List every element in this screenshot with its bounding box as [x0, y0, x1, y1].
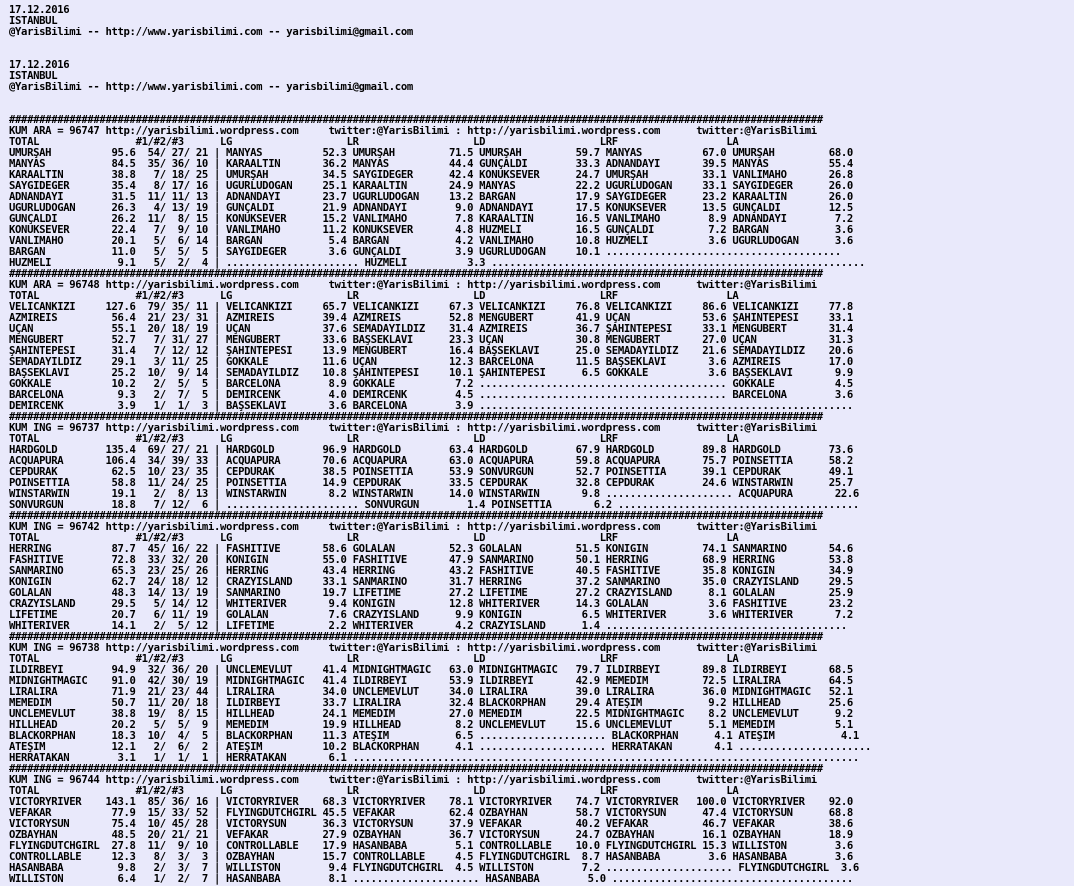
report-header	[9, 5, 1074, 38]
race-row: FASHITIVE 72.8 33/ 32/ 20 | KONIGIN 55.0 FASHITIVE 47.9 SANMARINO 50.1 HERRING 68.9 HERRING 53.8	[9, 555, 853, 566]
race-row: BAŞSEKLAVİ 25.2 10/ 9/ 14 | SEMADAYILDIZ 10.8 ŞAHİNTEPESİ 10.1 ŞAHİNTEPESİ 6.5 GÖKKALE 3.6 BAŞSEKLAVİ 9.9	[9, 368, 853, 379]
race-row: OZBAYHAN 48.5 20/ 21/ 21 | VEFAKAR 27.9 OZBAYHAN 36.7 VICTORYSUN 24.7 OZBAYHAN 16.1 OZBAYHAN 18.9	[9, 830, 853, 841]
race-row: GÖKKALE 10.2 2/ 5/ 5 | BARCELONA 8.9 GÖKKALE 7.2 ......................................... GÖKKALE 4.5	[9, 379, 853, 390]
race-section	[9, 412, 1074, 511]
race-row: KONIGIN 62.7 24/ 18/ 12 | CRAZYISLAND 33.1 SANMARINO 31.7 HERRING 37.2 SANMARINO 35.0 CRAZYISLAND 29.5	[9, 577, 853, 588]
race-row: MEMEDİM 50.7 11/ 20/ 18 | ILDIRBEYI 33.7 LIRALİRA 32.4 BLACKORPHAN 29.4 ATEŞİM 9.2 HILLHEAD 25.6	[9, 698, 853, 709]
race-row: MANYAS 84.5 35/ 36/ 10 | KARAALTIN 36.2 MANYAS 44.4 GUNÇALDI 33.3 ADNANDAYI 39.5 MANYAS 55.4	[9, 159, 853, 170]
race-row: VICTORYRIVER 143.1 85/ 36/ 16 | VICTORYRIVER 68.3 VICTORYRIVER 78.1 VICTORYRIVER 74.7 VICTORYRIVER 100.0 VICTORYRIVER 92.0	[9, 797, 853, 808]
header-city: ISTANBUL	[9, 71, 58, 82]
header-contact: @YarisBilimi -- http://www.yarisbilimi.com -- yarisbilimi@gmail.com	[9, 82, 413, 93]
header-contact: @YarisBilimi -- http://www.yarisbilimi.com -- yarisbilimi@gmail.com	[9, 27, 413, 38]
race-row: KARAALTIN 38.8 7/ 18/ 25 | UMURŞAH 34.5 SAYGIDEĞER 42.4 KONUKSEVER 24.7 UMURŞAH 33.1 VANLIMAHO 26.8	[9, 170, 853, 181]
race-title-line: KUM ARA = 96748 http://yarisbilimi.wordpress.com twitter:@YarisBilimi : http://yarisbilimi.wordpress.com twitter:@YarisBilimi	[9, 280, 817, 291]
race-section	[9, 764, 1074, 885]
report-header-repeat	[9, 60, 1074, 93]
race-row: ACQUAPURA 106.4 34/ 39/ 33 | ACQUAPURA 70.6 ACQUAPURA 63.0 ACQUAPURA 59.8 ACQUAPURA 75.7 POINSETTIA 58.2	[9, 456, 853, 467]
column-header-line: TOTAL #1/#2/#3 LG LR LD LRF LA	[9, 291, 739, 302]
race-row: KONUKSEVER 22.4 7/ 9/ 10 | VANLIMAHO 11.2 KONUKSEVER 4.8 HUZMELİ 16.5 GUNÇALDI 7.2 BARGAN 3.6	[9, 225, 853, 236]
separator-line: #######################################################################################################################################	[9, 511, 823, 522]
race-title-line: KUM ING = 96737 http://yarisbilimi.wordpress.com twitter:@YarisBilimi : http://yarisbilimi.wordpress.com twitter:@YarisBilimi	[9, 423, 817, 434]
race-row: SONVURGUN 18.8 7/ 12/ 6 | ...................... SONVURGUN 1.4 POINSETTIA 6.2 ........................................	[9, 500, 859, 511]
header-date: 17.12.2016	[9, 60, 70, 71]
race-section	[9, 115, 1074, 269]
column-header-line: TOTAL #1/#2/#3 LG LR LD LRF LA	[9, 533, 739, 544]
race-row: VANLIMAHO 20.1 5/ 6/ 14 | BARGAN 5.4 BARGAN 4.2 VANLIMAHO 10.8 HUZMELİ 3.6 UĞURLUDOĞAN 3.6	[9, 236, 853, 247]
race-row: FLYINGDUTCHGIRL 27.8 11/ 9/ 10 | CONTROLLABLE 17.9 HASANBABA 5.1 CONTROLLABLE 10.0 FLYINGDUTCHGIRL 15.3 WILLISTON 3.6	[9, 841, 853, 852]
race-row: AZMIREIS 56.4 21/ 23/ 31 | AZMIREIS 39.4 AZMIREIS 52.8 MENGÜBERT 41.9 UÇAN 53.6 ŞAHİNTEPESİ 33.1	[9, 313, 853, 324]
separator-line: #######################################################################################################################################	[9, 115, 823, 126]
header-city: ISTANBUL	[9, 16, 58, 27]
race-row: HILLHEAD 20.2 5/ 5/ 9 | MEMEDİM 19.9 HILLHEAD 8.2 UNCLEMEVLÜT 15.6 UNCLEMEVLÜT 5.1 MEMEDİM 5.1	[9, 720, 853, 731]
race-row: SAYGIDEĞER 35.4 8/ 17/ 16 | UĞURLUDOĞAN 25.1 KARAALTIN 24.9 MANYAS 22.2 UĞURLUDOĞAN 33.1 SAYGIDEĞER 26.0	[9, 181, 853, 192]
separator-line: #######################################################################################################################################	[9, 764, 823, 775]
race-row: SANMARINO 65.3 23/ 25/ 26 | HERRING 43.4 HERRING 43.2 FASHITIVE 40.5 FASHITIVE 35.8 KONIGIN 34.9	[9, 566, 853, 577]
race-row: ADNANDAYI 31.5 11/ 11/ 13 | ADNANDAYI 23.7 UĞURLUDOĞAN 13.2 BARGAN 17.9 SAYGIDEĞER 23.2 KARAALTIN 26.0	[9, 192, 853, 203]
race-row: MIDNIGHTMAGIC 91.0 42/ 30/ 19 | MIDNIGHTMAGIC 41.4 ILDIRBEYI 53.9 ILDIRBEYI 42.9 MEMEDİM 72.5 LIRALİRA 64.5	[9, 676, 853, 687]
race-row: BARGAN 11.0 5/ 5/ 5 | SAYGIDEĞER 3.6 GUNÇALDI 3.9 UĞURLUDOĞAN 10.1 .......................................	[9, 247, 841, 258]
race-row: UMURŞAH 95.6 54/ 27/ 21 | MANYAS 52.3 UMURŞAH 71.5 UMURŞAH 59.7 MANYAS 67.0 UMURŞAH 68.0	[9, 148, 853, 159]
race-row: LIRALİRA 71.9 21/ 23/ 44 | LIRALİRA 34.0 UNCLEMEVLÜT 34.0 LIRALİRA 39.0 LIRALİRA 36.0 MIDNIGHTMAGIC 52.1	[9, 687, 853, 698]
race-row: ŞAHİNTEPESİ 31.4 7/ 12/ 12 | ŞAHİNTEPESİ 13.9 MENGÜBERT 16.4 BAŞSEKLAVİ 25.0 SEMADAYILDIZ 21.6 SEMADAYILDIZ 20.6	[9, 346, 853, 357]
race-row: WHITERIVER 14.1 2/ 5/ 12 | LIFETIME 2.2 WHITERIVER 4.2 CRAZYISLAND 1.4 ........................................	[9, 621, 847, 632]
blank-line	[9, 49, 1074, 60]
blank-line	[9, 104, 1074, 115]
race-row: HERRATAKAN 3.1 1/ 1/ 1 | HERRATAKAN 6.1 ....................................................................................	[9, 753, 859, 764]
race-sections	[9, 115, 1074, 885]
race-row: HARDGOLD 135.4 69/ 27/ 21 | HARDGOLD 96.9 HARDGOLD 63.4 HARDGOLD 67.9 HARDGOLD 89.8 HARDGOLD 73.6	[9, 445, 853, 456]
column-header-line: TOTAL #1/#2/#3 LG LR LD LRF LA	[9, 654, 739, 665]
race-row: POINSETTIA 58.8 11/ 24/ 25 | POINSETTIA 14.9 CEPDURAK 33.5 CEPDURAK 32.8 CEPDURAK 24.6 WINSTARWIN 25.7	[9, 478, 853, 489]
blank-line	[9, 38, 1074, 49]
race-row: CEPDURAK 62.5 10/ 23/ 35 | CEPDURAK 38.5 POINSETTIA 53.9 SONVURGUN 52.7 POINSETTIA 39.1 CEPDURAK 49.1	[9, 467, 853, 478]
race-row: DEMİRCENK 3.9 1/ 1/ 3 | BAŞSEKLAVİ 3.6 BARCELONA 3.9 ..............................................................	[9, 401, 853, 412]
race-row: UNCLEMEVLÜT 38.8 19/ 8/ 15 | HILLHEAD 24.1 MEMEDİM 27.0 MEMEDİM 22.5 MIDNIGHTMAGIC 8.2 UNCLEMEVLÜT 9.2	[9, 709, 853, 720]
race-title-line: KUM ING = 96738 http://yarisbilimi.wordpress.com twitter:@YarisBilimi : http://yarisbilimi.wordpress.com twitter:@YarisBilimi	[9, 643, 817, 654]
race-row: VEFAKAR 77.9 15/ 33/ 52 | FLYINGDUTCHGIRL 45.5 VEFAKAR 62.4 OZBAYHAN 58.7 VICTORYSUN 47.4 VICTORYSUN 68.8	[9, 808, 853, 819]
race-row: HUZMELİ 9.1 5/ 2/ 4 | ...................... HUZMELİ 3.3 ..............................................................	[9, 258, 865, 269]
race-row: MENGÜBERT 52.7 7/ 31/ 27 | MENGÜBERT 33.6 BAŞSEKLAVİ 23.3 UÇAN 30.8 MENGÜBERT 27.0 UÇAN 31.3	[9, 335, 853, 346]
column-header-line: TOTAL #1/#2/#3 LG LR LD LRF LA	[9, 137, 739, 148]
separator-line: #######################################################################################################################################	[9, 632, 823, 643]
race-row: BLACKORPHAN 18.3 10/ 4/ 5 | BLACKORPHAN 11.3 ATEŞİM 6.5 ..................... BLACKORPHAN 4.1 ATEŞİM 4.1	[9, 731, 859, 742]
separator-line: #######################################################################################################################################	[9, 269, 823, 280]
race-row: LIFETIME 20.7 6/ 11/ 19 | GOLALAN 7.6 CRAZYISLAND 9.9 KONIGIN 6.5 WHITERIVER 3.6 WHITERIVER 7.2	[9, 610, 853, 621]
column-header-line: TOTAL #1/#2/#3 LG LR LD LRF LA	[9, 434, 739, 445]
race-row: ATEŞİM 12.1 2/ 6/ 2 | ATEŞİM 10.2 BLACKORPHAN 4.1 ..................... HERRATAKAN 4.1 ......................	[9, 742, 872, 753]
race-section	[9, 511, 1074, 632]
race-row: HASANBABA 9.8 2/ 3/ 7 | WILLISTON 9.4 FLYINGDUTCHGIRL 4.5 WILLISTON 7.2 ..................... FLYINGDUTCHGIRL 3.6	[9, 863, 859, 874]
race-row: SEMADAYILDIZ 29.1 3/ 11/ 25 | GÖKKALE 11.6 UÇAN 12.3 BARCELONA 11.5 BAŞSEKLAVİ 3.6 AZMIREIS 17.0	[9, 357, 853, 368]
race-title-line: KUM ING = 96742 http://yarisbilimi.wordpress.com twitter:@YarisBilimi : http://yarisbilimi.wordpress.com twitter:@YarisBilimi	[9, 522, 817, 533]
race-row: UÇAN 55.1 20/ 18/ 19 | UÇAN 37.6 SEMADAYILDIZ 31.4 AZMIREIS 36.7 ŞAHİNTEPESİ 33.1 MENGÜBERT 31.4	[9, 324, 853, 335]
race-row: CONTROLLABLE 12.3 8/ 3/ 3 | OZBAYHAN 15.7 CONTROLLABLE 4.5 FLYINGDUTCHGIRL 8.7 HASANBABA 3.6 HASANBABA 3.6	[9, 852, 853, 863]
separator-line: #######################################################################################################################################	[9, 412, 823, 423]
race-row: GOLALAN 48.3 14/ 13/ 19 | SANMARINO 19.7 LIFETIME 27.2 LIFETIME 27.2 CRAZYISLAND 8.1 GOLALAN 25.9	[9, 588, 853, 599]
race-row: WILLISTON 6.4 1/ 2/ 7 | HASANBABA 8.1 ..................... HASANBABA 5.0 ........................................	[9, 874, 853, 885]
race-section	[9, 632, 1074, 764]
race-section	[9, 269, 1074, 412]
race-title-line: KUM ING = 96744 http://yarisbilimi.wordpress.com twitter:@YarisBilimi : http://yarisbilimi.wordpress.com twitter:@YarisBilimi	[9, 775, 817, 786]
race-row: ILDIRBEYI 94.9 32/ 36/ 20 | UNCLEMEVLÜT 41.4 MIDNIGHTMAGIC 63.0 MIDNIGHTMAGIC 79.7 ILDIRBEYI 89.8 ILDIRBEYI 68.5	[9, 665, 853, 676]
race-row: UĞURLUDOĞAN 26.3 4/ 13/ 19 | GUNÇALDI 21.9 ADNANDAYI 9.0 ADNANDAYI 17.5 KONUKSEVER 13.5 GUNÇALDI 12.5	[9, 203, 853, 214]
race-row: VICTORYSUN 75.4 10/ 45/ 28 | VICTORYSUN 36.3 VICTORYSUN 37.9 VEFAKAR 40.2 VEFAKAR 46.7 VEFAKAR 38.6	[9, 819, 853, 830]
race-row: WINSTARWIN 19.1 2/ 8/ 13 | WINSTARWIN 8.2 WINSTARWIN 14.0 WINSTARWIN 9.8 ..................... ACQUAPURA 22.6	[9, 489, 859, 500]
race-row: HERRING 87.7 45/ 16/ 22 | FASHITIVE 58.6 GOLALAN 52.3 GOLALAN 51.5 KONIGIN 74.1 SANMARINO 54.6	[9, 544, 853, 555]
column-header-line: TOTAL #1/#2/#3 LG LR LD LRF LA	[9, 786, 739, 797]
race-row: VELİCANKIZI 127.6 79/ 35/ 11 | VELİCANKIZI 65.7 VELİCANKIZI 67.3 VELİCANKIZI 76.8 VELİCANKIZI 86.6 VELİCANKIZI 77.8	[9, 302, 853, 313]
race-row: GUNÇALDI 26.2 11/ 8/ 15 | KONUKSEVER 15.2 VANLIMAHO 7.8 KARAALTIN 16.5 VANLIMAHO 8.9 ADNANDAYI 7.2	[9, 214, 853, 225]
blank-line	[9, 93, 1074, 104]
header-date: 17.12.2016	[9, 5, 70, 16]
race-title-line: KUM ARA = 96747 http://yarisbilimi.wordpress.com twitter:@YarisBilimi : http://yarisbilimi.wordpress.com twitter:@YarisBilimi	[9, 126, 817, 137]
race-row: BARCELONA 9.3 2/ 7/ 5 | DEMİRCENK 4.0 DEMİRCENK 4.5 ......................................... BARCELONA 3.6	[9, 390, 853, 401]
race-row: CRAZYISLAND 29.5 5/ 14/ 12 | WHITERIVER 9.4 KONIGIN 12.8 WHITERIVER 14.3 GOLALAN 3.6 FASHITIVE 23.2	[9, 599, 853, 610]
